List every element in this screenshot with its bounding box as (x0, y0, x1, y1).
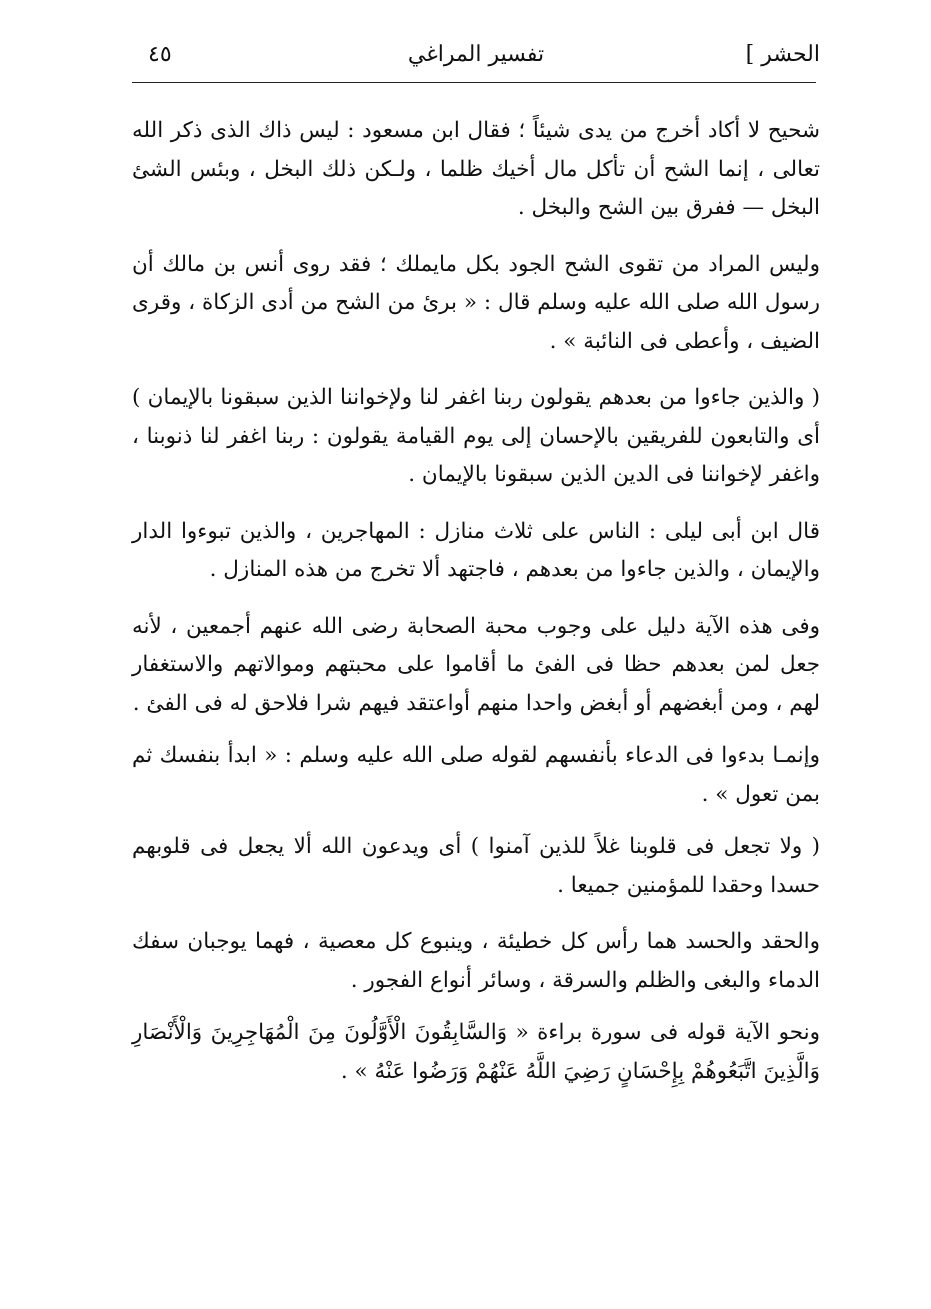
page-number: ٤٥ (148, 42, 172, 67)
header-divider (132, 82, 816, 83)
page-body (132, 112, 820, 1109)
paragraph-4: قال ابن أبى ليلى : الناس على ثلاث منازل : المهاجرين ، والذين تبوءوا الدار والإيمان ، والذين جاءوا من بعدهم ، فاجتهد ألا تخرج من هذه المنازل . (132, 518, 820, 582)
paragraph-1: شحيح لا أكاد أخرج من يدى شيئاً ؛ فقال ابن مسعود : ليس ذاك الذى ذكر الله تعالى ، إنما الشح أن تأكل مال أخيك ظلما ، ولـكن ذلك البخل ، وبئس الشئ البخل — ففرق بين الشح والبخل . (132, 118, 820, 220)
paragraph-9: ونحو الآية قوله فى سورة براءة « وَالسَّابِقُونَ الْأَوَّلُونَ مِنَ الْمُهَاجِرِينَ وَالْأَنْصَارِ وَالَّذِينَ اتَّبَعُوهُمْ بِإِحْسَانٍ رَضِيَ اللَّهُ عَنْهُمْ وَرَضُوا عَنْهُ » . (132, 1020, 820, 1084)
paragraph-3: ( والذين جاءوا من بعدهم يقولون ربنا اغفر لنا ولإخواننا الذين سبقونا بالإيمان ) أى والتابعون للفريقين بالإحسان إلى يوم القيامة يقولون : ربنا اغفر لنا ذنوبنا ، واغفر لإخواننا فى الدين الذين سبقونا بالإيمان . (132, 385, 820, 487)
book-title: تفسير المراغي (407, 42, 545, 67)
paragraph-5: وفى هذه الآية دليل على وجوب محبة الصحابة رضى الله عنهم أجمعين ، لأنه جعل لمن بعدهم حظا فى الفئ ما أقاموا على محبتهم وموالاتهم والاستغفار لهم ، ومن أبغضهم أو أبغض واحدا منهم أواعتقد فيهم شرا فلاحق له فى الفئ . (132, 613, 820, 716)
paragraph-6: وإنمـا بدءوا فى الدعاء بأنفسهم لقوله صلى الله عليه وسلم : « ابدأ بنفسك ثم بمن تعول » . (132, 743, 820, 807)
paragraph-2: وليس المراد من تقوى الشح الجود بكل مايملك ؛ فقد روى أنس بن مالك أن رسول الله صلى الله عليه وسلم قال : « برئ من الشح من أدى الزكاة ، وقرى الضيف ، وأعطى فى النائبة » . (132, 251, 820, 354)
paragraph-8: والحقد والحسد هما رأس كل خطيئة ، وينبوع كل معصية ، فهما يوجبان سفك الدماء والبغى والظلم والسرقة ، وسائر أنواع الفجور . (132, 929, 820, 993)
surah-name: الحشر ] (745, 42, 820, 67)
paragraph-7: ( ولا تجعل فى قلوبنا غلاً للذين آمنوا ) أى ويدعون الله ألا يجعل فى قلوبهم حسدا وحقدا للمؤمنين جميعا . (132, 834, 820, 898)
running-header (132, 34, 820, 78)
